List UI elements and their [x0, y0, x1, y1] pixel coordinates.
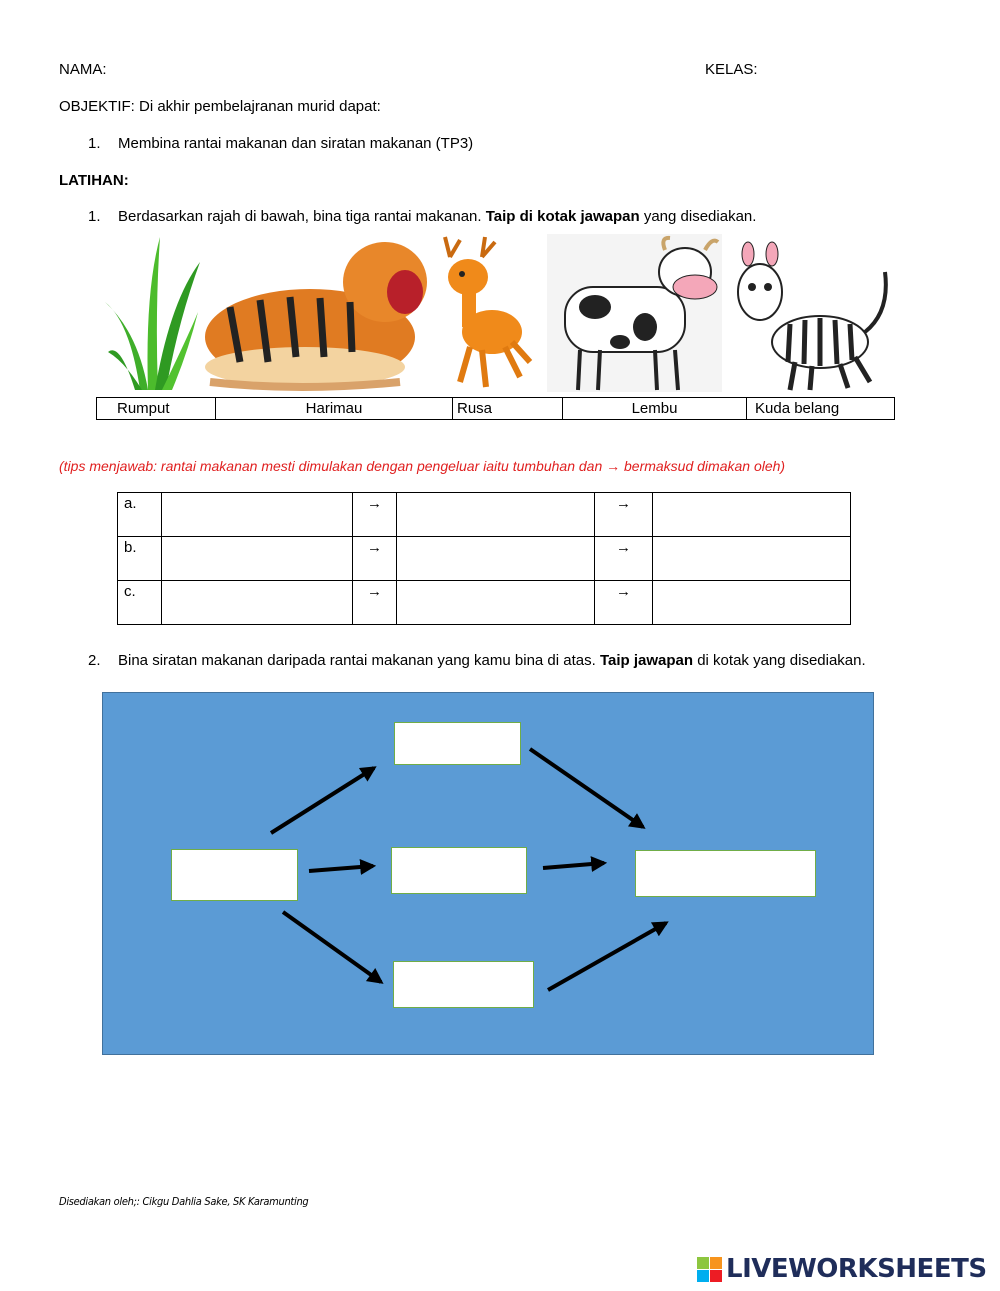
- arrow-icon: [283, 912, 381, 982]
- row-label-b: b.: [118, 537, 162, 581]
- arrow-icon: →: [595, 493, 653, 537]
- latihan-heading: LATIHAN:: [59, 172, 129, 189]
- q1-number: 1.: [88, 208, 101, 225]
- label-lembu: Lembu: [563, 398, 747, 420]
- arrow-icon: [548, 923, 666, 990]
- q2-number: 2.: [88, 652, 101, 669]
- kelas-label: KELAS:: [705, 61, 758, 78]
- arrow-icon: [271, 768, 374, 833]
- nama-label: NAMA:: [59, 61, 107, 78]
- q2-text: Bina siratan makanan daripada rantai makanan yang kamu bina di atas. Taip jawapan di kotak yang disediakan.: [118, 652, 866, 669]
- objective-text: Membina rantai makanan dan siratan makanan (TP3): [118, 135, 474, 152]
- label-rusa: Rusa: [453, 398, 563, 420]
- arrow-icon: [530, 749, 643, 827]
- arrow-icon: →: [353, 581, 397, 625]
- arrow-icon: →: [353, 493, 397, 537]
- objective-number: 1.: [88, 135, 101, 152]
- arrow-icon: [309, 866, 373, 871]
- label-kuda-belang: Kuda belang: [747, 398, 895, 420]
- objective-title: OBJEKTIF: Di akhir pembelajranan murid dapat:: [59, 98, 381, 115]
- liveworksheets-logo-icon: [697, 1257, 723, 1283]
- row-label-a: a.: [118, 493, 162, 537]
- row-label-c: c.: [118, 581, 162, 625]
- footer-credit: Disediakan oleh;: Cikgu Dahlia Sake, SK Karamunting: [59, 1195, 309, 1208]
- liveworksheets-logo-text: LIVEWORKSHEETS: [726, 1254, 987, 1284]
- label-harimau: Harimau: [216, 398, 453, 420]
- arrow-icon: →: [595, 537, 653, 581]
- tips-text: (tips menjawab: rantai makanan mesti dimulakan dengan pengeluar iaitu tumbuhan dan → bermaksud dimakan oleh): [59, 458, 786, 474]
- q1-text: Berdasarkan rajah di bawah, bina tiga rantai makanan. Taip di kotak jawapan yang disediakan.: [118, 208, 757, 225]
- arrow-icon: →: [353, 537, 397, 581]
- label-rumput: Rumput: [97, 398, 216, 420]
- arrow-icon: →: [595, 581, 653, 625]
- arrow-icon: [543, 863, 604, 868]
